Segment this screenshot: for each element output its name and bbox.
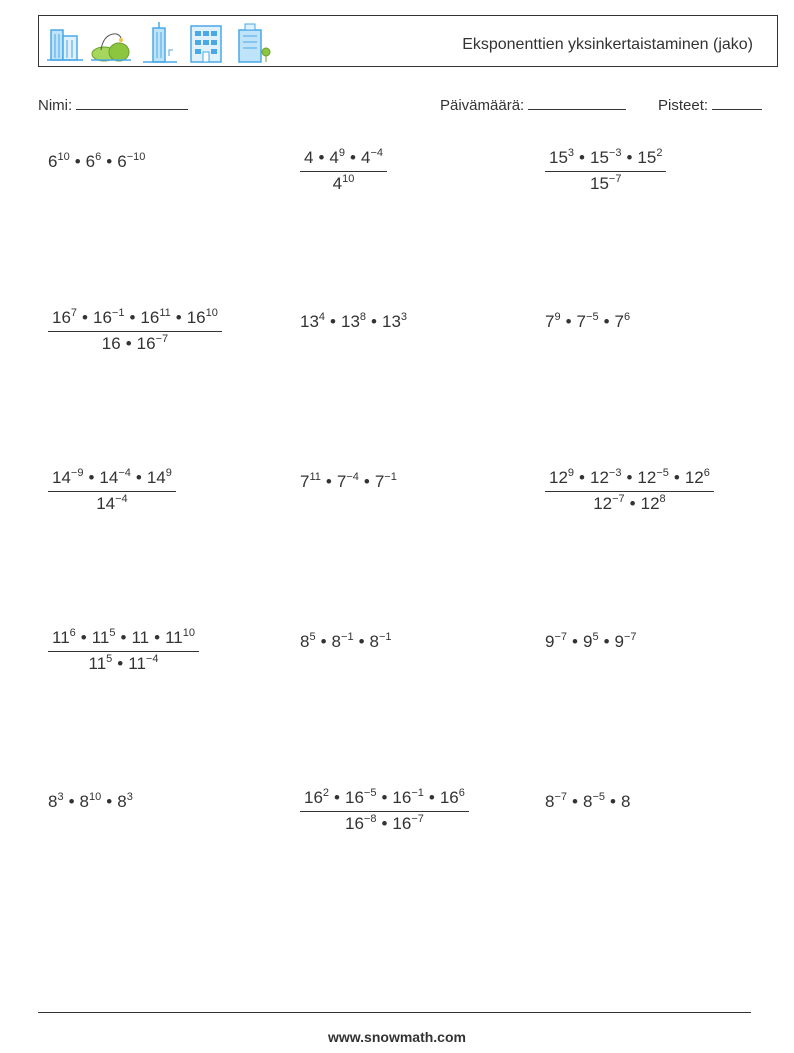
problem-1 (48, 152, 145, 172)
power-term (80, 792, 102, 811)
multiply-dot: • (579, 468, 585, 487)
exponent: −7 (554, 631, 568, 643)
power-term (86, 152, 102, 171)
base: 16 (52, 308, 71, 327)
denominator (545, 492, 714, 514)
power-term (329, 148, 345, 167)
exponent: 10 (89, 791, 102, 803)
power-term (96, 494, 127, 513)
power-term (549, 148, 574, 167)
exponent: 3 (400, 311, 408, 323)
base: 4 (304, 148, 314, 167)
multiply-dot: • (106, 792, 113, 811)
multiply-dot: • (350, 148, 356, 167)
exponent: −7 (623, 631, 637, 643)
exponent: 6 (703, 467, 710, 479)
base: 9 (582, 632, 593, 651)
power-term (99, 468, 130, 487)
base: 8 (620, 792, 631, 811)
power-term (345, 814, 376, 833)
exponent: 10 (342, 173, 355, 185)
multiply-dot: • (603, 632, 610, 651)
expression (545, 632, 637, 651)
power-term (341, 312, 366, 331)
multiply-dot: • (74, 152, 81, 171)
office-building-icon (47, 22, 83, 62)
power-term (577, 312, 599, 331)
multiply-dot: • (330, 312, 336, 331)
expression (300, 472, 397, 491)
exponent: −5 (592, 791, 605, 803)
exponent: 9 (554, 311, 561, 323)
expression (300, 312, 407, 331)
exponent: −1 (411, 787, 424, 799)
power-term (593, 494, 624, 513)
apartment-block-icon (187, 22, 225, 64)
multiply-dot: • (565, 312, 572, 331)
date-blank[interactable] (528, 95, 626, 110)
fraction (48, 308, 222, 354)
multiply-dot: • (358, 632, 365, 651)
base: 6 (117, 152, 127, 171)
exponent: −4 (145, 653, 159, 665)
multiply-dot: • (626, 468, 633, 487)
power-term (304, 788, 329, 807)
base: 14 (99, 468, 119, 487)
numerator (545, 148, 666, 172)
exponent: −1 (384, 471, 397, 483)
power-term (102, 334, 121, 353)
exponent: 7 (70, 307, 78, 319)
base: 7 (300, 472, 310, 491)
expression (545, 312, 630, 331)
power-term (333, 174, 355, 193)
base: 4 (332, 174, 343, 193)
power-term (637, 468, 668, 487)
multiply-dot: • (603, 312, 610, 331)
exponent: −7 (608, 173, 622, 185)
base: 7 (545, 312, 555, 331)
city-building-icon (235, 22, 273, 64)
multiply-dot: • (117, 654, 124, 673)
base: 16 (345, 788, 364, 807)
multiply-dot: • (334, 788, 340, 807)
problem-3 (545, 148, 666, 194)
base: 11 (128, 654, 146, 673)
base: 14 (96, 494, 116, 513)
numerator (48, 468, 176, 492)
base: 16 (304, 788, 323, 807)
exponent: 10 (57, 151, 70, 163)
base: 12 (637, 468, 657, 487)
exponent: −1 (341, 631, 354, 643)
numerator (48, 628, 199, 652)
numerator (300, 788, 469, 812)
denominator (300, 172, 387, 194)
power-term (685, 468, 710, 487)
power-term (637, 148, 662, 167)
skyscraper-icon (143, 22, 177, 64)
multiply-dot: • (428, 788, 435, 807)
base: 8 (369, 632, 379, 651)
problem-4 (48, 308, 222, 354)
expression (48, 152, 145, 171)
multiply-dot: • (68, 792, 75, 811)
exponent: 4 (318, 311, 326, 323)
numerator (300, 148, 387, 172)
power-term (382, 312, 407, 331)
problem-11 (300, 632, 392, 652)
exponent: 5 (309, 631, 316, 643)
power-term (621, 792, 630, 811)
base: 7 (614, 312, 624, 331)
base: 8 (79, 792, 90, 811)
multiply-dot: • (572, 632, 578, 651)
power-term (300, 312, 325, 331)
numerator (545, 468, 714, 492)
base: 12 (549, 468, 568, 487)
exponent: −1 (111, 307, 125, 319)
power-term (615, 632, 637, 651)
exponent: 3 (126, 791, 133, 803)
problem-7 (48, 468, 176, 514)
problem-6 (545, 312, 630, 332)
multiply-dot: • (381, 788, 388, 807)
power-term (549, 468, 574, 487)
worksheet-title: Eksponenttien yksinkertaistaminen (jako) (462, 36, 753, 53)
multiply-dot: • (129, 308, 136, 327)
numerator (48, 308, 222, 332)
power-term (641, 494, 666, 513)
power-term (590, 174, 621, 193)
base: 6 (85, 152, 96, 171)
base: 16 (439, 788, 459, 807)
base: 7 (336, 472, 347, 491)
exponent: −5 (363, 787, 377, 799)
exponent: 6 (95, 151, 102, 163)
power-term (131, 628, 149, 647)
power-term (370, 632, 392, 651)
power-term (300, 472, 321, 491)
denominator (48, 332, 222, 354)
power-term (345, 788, 376, 807)
power-term (137, 334, 168, 353)
power-term (545, 632, 567, 651)
base: 7 (576, 312, 587, 331)
exponent: 5 (109, 627, 116, 639)
exponent: −4 (370, 147, 383, 159)
power-term (48, 792, 64, 811)
base: 12 (684, 468, 704, 487)
base: 16 (140, 308, 160, 327)
fraction (300, 148, 387, 194)
multiply-dot: • (82, 308, 88, 327)
exponent: 2 (656, 147, 663, 159)
problem-9 (545, 468, 714, 514)
exponent: −9 (70, 467, 84, 479)
multiply-dot: • (106, 152, 113, 171)
expression (545, 792, 630, 811)
exponent: −8 (363, 813, 377, 825)
denominator (545, 172, 666, 194)
exponent: 8 (359, 311, 367, 323)
exponent: −7 (612, 493, 625, 505)
power-term (332, 632, 354, 651)
base: 16 (392, 788, 412, 807)
exponent: 11 (159, 307, 171, 319)
base: 4 (360, 148, 371, 167)
expression (300, 632, 392, 651)
exponent: 9 (165, 467, 172, 479)
exponent: −10 (126, 151, 146, 163)
base: 4 (329, 148, 339, 167)
power-term (300, 632, 316, 651)
footer-divider (38, 1012, 751, 1013)
base: 15 (549, 148, 568, 167)
multiply-dot: • (579, 148, 585, 167)
power-term (590, 148, 621, 167)
power-term (392, 788, 423, 807)
power-term (165, 628, 195, 647)
exponent: −7 (554, 791, 568, 803)
exponent: 6 (458, 787, 465, 799)
exponent: −4 (346, 471, 359, 483)
power-term (52, 628, 76, 647)
exponent: −4 (115, 493, 128, 505)
name-field[interactable] (38, 95, 188, 114)
multiply-dot: • (572, 792, 578, 811)
base: 9 (545, 632, 555, 651)
problem-5 (300, 312, 407, 332)
multiply-dot: • (175, 308, 182, 327)
base: 8 (117, 792, 127, 811)
problem-12 (545, 632, 637, 652)
power-term (147, 468, 172, 487)
multiply-dot: • (80, 628, 87, 647)
worksheet-header (38, 15, 778, 67)
base: 11 (165, 628, 183, 647)
base: 12 (640, 494, 660, 513)
exponent: 6 (69, 627, 76, 639)
exponent: −7 (411, 813, 424, 825)
exponent: 10 (182, 627, 195, 639)
exponent: −1 (378, 631, 392, 643)
score-blank[interactable] (712, 95, 762, 110)
power-term (583, 632, 599, 651)
denominator (48, 652, 199, 674)
power-term (117, 792, 133, 811)
base: 16 (101, 334, 121, 353)
fraction (545, 148, 666, 194)
power-term (583, 792, 605, 811)
multiply-dot: • (325, 472, 332, 491)
multiply-dot: • (318, 148, 325, 167)
base: 8 (48, 792, 58, 811)
exponent: 10 (205, 307, 218, 319)
denominator (48, 492, 176, 514)
base: 12 (593, 494, 613, 513)
base: 16 (136, 334, 156, 353)
base: 7 (374, 472, 385, 491)
problem-2 (300, 148, 387, 194)
exponent: 3 (567, 147, 575, 159)
power-term (128, 654, 158, 673)
base: 13 (382, 312, 401, 331)
exponent: −3 (608, 147, 622, 159)
problem-15 (545, 792, 630, 812)
power-term (52, 308, 77, 327)
multiply-dot: • (609, 792, 616, 811)
exponent: 9 (338, 147, 346, 159)
name-label: Nimi: (38, 97, 73, 114)
multiply-dot: • (371, 312, 377, 331)
base: 16 (345, 814, 364, 833)
multiply-dot: • (154, 628, 161, 647)
power-term (590, 468, 621, 487)
power-term (615, 312, 631, 331)
exponent: 3 (57, 791, 64, 803)
base: 16 (392, 814, 412, 833)
base: 16 (93, 308, 112, 327)
power-term (545, 792, 567, 811)
base: 12 (590, 468, 609, 487)
problem-14 (300, 788, 469, 834)
power-term (545, 312, 561, 331)
multiply-dot: • (673, 468, 680, 487)
multiply-dot: • (88, 468, 95, 487)
power-term (304, 148, 313, 167)
base: 13 (341, 312, 360, 331)
exponent: −3 (608, 467, 622, 479)
exponent: −4 (118, 467, 131, 479)
exponent: 5 (592, 631, 599, 643)
base: 13 (300, 312, 319, 331)
problem-13 (48, 792, 133, 812)
base: 11 (91, 628, 110, 647)
score-field[interactable] (658, 95, 762, 114)
park-tree-icon (91, 22, 131, 62)
exponent: −5 (656, 467, 669, 479)
multiply-dot: • (381, 814, 388, 833)
fraction (48, 628, 199, 674)
power-term (93, 308, 124, 327)
base: 14 (146, 468, 166, 487)
multiply-dot: • (320, 632, 327, 651)
multiply-dot: • (135, 468, 142, 487)
base: 16 (186, 308, 206, 327)
exponent: 5 (106, 653, 113, 665)
power-term (117, 152, 145, 171)
multiply-dot: • (125, 334, 132, 353)
base: 8 (331, 632, 342, 651)
base: 15 (637, 148, 657, 167)
name-blank[interactable] (76, 95, 188, 110)
exponent: 9 (567, 467, 575, 479)
power-term (92, 628, 116, 647)
base: 15 (590, 148, 609, 167)
base: 11 (131, 628, 150, 647)
base: 8 (300, 632, 310, 651)
score-label: Pisteet: (658, 97, 709, 114)
power-term (375, 472, 397, 491)
base: 6 (48, 152, 58, 171)
multiply-dot: • (626, 148, 633, 167)
exponent: 6 (623, 311, 631, 323)
base: 11 (52, 628, 70, 647)
expression (48, 792, 133, 811)
multiply-dot: • (363, 472, 370, 491)
base: 8 (545, 792, 555, 811)
base: 8 (582, 792, 593, 811)
denominator (300, 812, 469, 834)
date-field[interactable] (440, 95, 626, 114)
exponent: 2 (322, 787, 330, 799)
power-term (392, 814, 423, 833)
power-term (48, 152, 70, 171)
fraction (545, 468, 714, 514)
date-label: Päivämäärä: (440, 97, 525, 114)
power-term (187, 308, 218, 327)
exponent: −7 (155, 333, 169, 345)
power-term (89, 654, 113, 673)
base: 15 (590, 174, 609, 193)
problem-10 (48, 628, 199, 674)
power-term (440, 788, 465, 807)
base: 14 (52, 468, 71, 487)
problem-8 (300, 472, 397, 492)
power-term (337, 472, 359, 491)
base: 9 (614, 632, 624, 651)
multiply-dot: • (120, 628, 127, 647)
exponent: 11 (309, 471, 321, 483)
exponent: −5 (586, 311, 599, 323)
power-term (361, 148, 383, 167)
multiply-dot: • (629, 494, 636, 513)
power-term (140, 308, 170, 327)
base: 11 (88, 654, 107, 673)
exponent: 8 (659, 493, 666, 505)
footer-url: www.snowmath.com (328, 1029, 466, 1045)
fraction (300, 788, 469, 834)
fraction (48, 468, 176, 514)
power-term (52, 468, 83, 487)
